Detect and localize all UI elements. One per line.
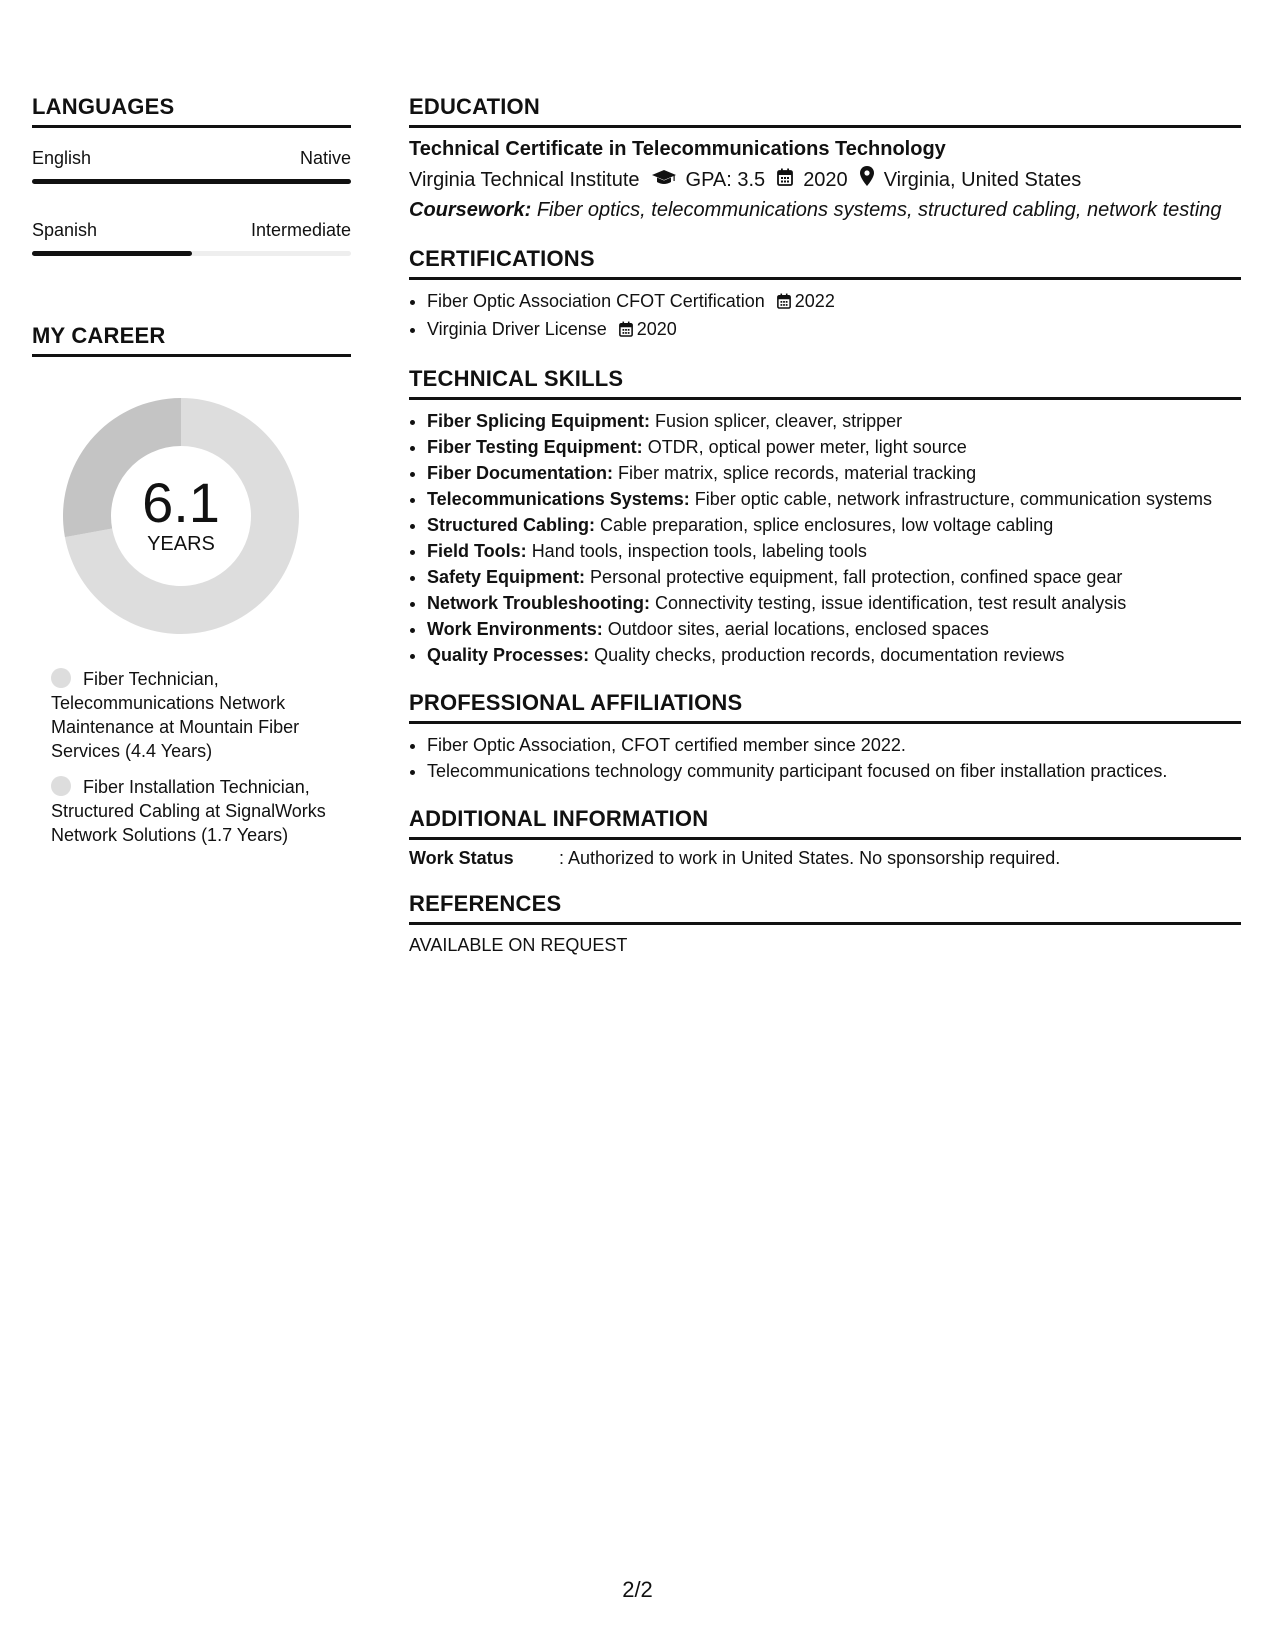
location-pin-icon <box>860 166 874 194</box>
skill-label: Network Troubleshooting: <box>427 593 650 613</box>
references-text: AVAILABLE ON REQUEST <box>409 935 628 955</box>
language-item <box>32 148 351 184</box>
career-item-text: Fiber Technician, Telecommunications Network Maintenance at Mountain Fiber Services (4.4 Years) <box>51 669 300 761</box>
calendar-icon <box>777 166 793 194</box>
certification-item <box>427 288 1241 316</box>
skill-item <box>427 590 1241 616</box>
graduation-cap-icon <box>652 166 676 194</box>
skill-item <box>427 512 1241 538</box>
skill-label: Work Environments: <box>427 619 603 639</box>
skill-label: Field Tools: <box>427 541 527 561</box>
language-name: Spanish <box>32 220 98 240</box>
education-title: EDUCATION <box>409 94 1241 128</box>
language-bar <box>32 251 351 256</box>
education-section <box>409 94 1241 224</box>
skill-label: Quality Processes: <box>427 645 590 665</box>
skill-item <box>427 616 1241 642</box>
career-item-text: Fiber Installation Technician, Structured Cabling at SignalWorks Network Solutions (1.7 Years) <box>51 777 326 845</box>
skill-text: Fiber optic cable, network infrastructure, communication systems <box>694 489 1212 509</box>
certification-item <box>427 316 1241 344</box>
additional-title: ADDITIONAL INFORMATION <box>409 806 1241 840</box>
skill-text: Cable preparation, splice enclosures, low voltage cabling <box>600 515 1054 535</box>
certifications-section <box>409 246 1241 344</box>
affiliations-list <box>409 732 1241 784</box>
skill-item <box>427 564 1241 590</box>
right-column <box>409 94 1241 956</box>
certification-year: 2022 <box>794 291 835 311</box>
languages-title: LANGUAGES <box>32 94 351 128</box>
coursework-text: Fiber optics, telecommunications systems, structured cabling, network testing <box>536 199 1222 221</box>
skills-list <box>409 408 1241 668</box>
donut-center <box>56 471 306 556</box>
career-item <box>51 775 341 847</box>
skill-item <box>427 486 1241 512</box>
career-total-unit: YEARS <box>147 533 215 555</box>
education-degree: Technical Certificate in Telecommunications Technology <box>409 138 946 160</box>
certification-name: Virginia Driver License <box>427 319 607 339</box>
references-section <box>409 891 1241 956</box>
skill-label: Fiber Testing Equipment: <box>427 437 643 457</box>
language-bar-fill <box>32 251 192 256</box>
education-meta <box>409 166 1241 194</box>
affiliation-item: • Fiber Optic Association, CFOT certified member since 2022. <box>427 732 1241 758</box>
career-title: MY CAREER <box>32 323 351 357</box>
certifications-list <box>409 288 1241 344</box>
career-list <box>51 667 341 847</box>
affiliation-item: • Telecommunications technology community participant focused on fiber installation practices. <box>427 758 1241 784</box>
work-status-value: : Authorized to work in United States. No sponsorship required. <box>559 848 1061 868</box>
legend-dot-icon <box>51 668 71 688</box>
skill-label: Safety Equipment: <box>427 567 586 587</box>
calendar-icon <box>777 290 791 316</box>
education-school: Virginia Technical Institute <box>409 169 640 191</box>
language-level: Native <box>299 148 351 168</box>
page-number: 2/2 <box>622 1577 653 1602</box>
language-bar-fill <box>32 179 351 184</box>
calendar-icon <box>619 318 633 344</box>
skills-title: TECHNICAL SKILLS <box>409 366 1241 400</box>
work-status-label: Work Status <box>409 848 514 868</box>
language-bar <box>32 179 351 184</box>
language-item <box>32 220 351 256</box>
legend-dot-icon <box>51 776 71 796</box>
skill-label: Structured Cabling: <box>427 515 596 535</box>
skill-text: Connectivity testing, issue identification, test result analysis <box>655 593 1127 613</box>
education-year: 2020 <box>803 169 848 191</box>
affiliations-section <box>409 690 1241 784</box>
references-title: REFERENCES <box>409 891 1241 925</box>
skill-text: OTDR, optical power meter, light source <box>647 437 967 457</box>
skill-item <box>427 434 1241 460</box>
skill-item <box>427 642 1241 668</box>
education-coursework <box>409 196 1241 224</box>
additional-section <box>409 806 1241 869</box>
affiliations-title: PROFESSIONAL AFFILIATIONS <box>409 690 1241 724</box>
career-item <box>51 667 341 763</box>
language-name: English <box>32 148 92 168</box>
skill-label: Telecommunications Systems: <box>427 489 690 509</box>
skill-item <box>427 538 1241 564</box>
language-level: Intermediate <box>250 220 351 240</box>
certification-year: 2020 <box>636 319 677 339</box>
certifications-title: CERTIFICATIONS <box>409 246 1241 280</box>
skill-text: Hand tools, inspection tools, labeling tools <box>531 541 867 561</box>
skill-text: Quality checks, production records, documentation reviews <box>594 645 1065 665</box>
certification-name: Fiber Optic Association CFOT Certification <box>427 291 765 311</box>
education-gpa: GPA: 3.5 <box>685 169 766 191</box>
additional-row <box>409 848 1241 869</box>
education-location: Virginia, United States <box>883 169 1082 191</box>
skills-section <box>409 366 1241 668</box>
skill-label: Fiber Splicing Equipment: <box>427 411 651 431</box>
skill-text: Outdoor sites, aerial locations, enclosed spaces <box>607 619 989 639</box>
skill-item <box>427 460 1241 486</box>
career-total-value: 6.1 <box>142 471 220 534</box>
skill-text: Personal protective equipment, fall protection, confined space gear <box>590 567 1123 587</box>
skill-text: Fiber matrix, splice records, material tracking <box>618 463 977 483</box>
skill-label: Fiber Documentation: <box>427 463 614 483</box>
skill-item <box>427 408 1241 434</box>
coursework-label: Coursework: <box>409 199 532 221</box>
skill-text: Fusion splicer, cleaver, stripper <box>655 411 903 431</box>
career-donut-chart <box>56 391 306 641</box>
left-column <box>32 94 351 859</box>
